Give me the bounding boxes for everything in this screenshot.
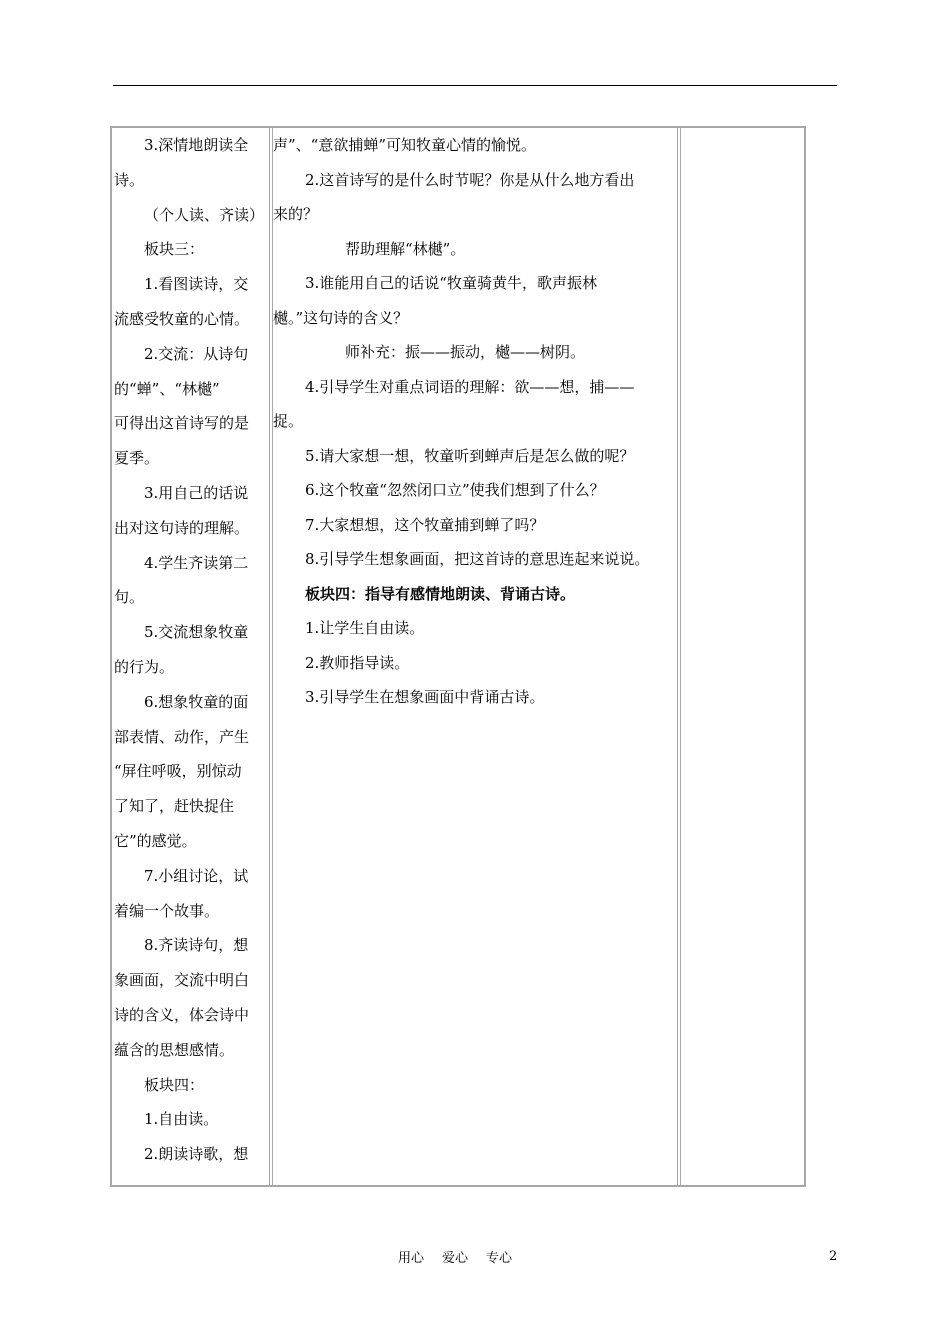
footer-item: 专心	[486, 1251, 513, 1266]
column-divider-right-b	[680, 128, 681, 1185]
student-activity-line: 3.深情地朗读全	[144, 136, 249, 154]
section-heading: 板块四：指导有感情地朗读、背诵古诗。	[305, 584, 576, 603]
student-activity-line: 1.看图读诗，交	[144, 275, 249, 294]
student-activity-line: 部表情、动作，产生	[114, 727, 250, 746]
teacher-activity-line: 声”、“意欲捕蝉”可知牧童心情的愉悦。	[273, 136, 537, 154]
student-activity-line: 蕴含的思想感情。	[114, 1040, 235, 1059]
student-activity-line: 出对这句诗的理解。	[114, 518, 250, 537]
student-activity-line: 3.用自己的话说	[144, 483, 249, 502]
student-activity-line: 板块四：	[144, 1075, 205, 1094]
teacher-activity-line: 师补充：振——振动，樾——树阴。	[345, 343, 586, 361]
teacher-activity-column	[273, 128, 678, 715]
student-activity-line: 象画面，交流中明白	[114, 971, 250, 990]
teacher-activity-line: 来的？	[273, 205, 319, 223]
header-rule	[113, 85, 837, 86]
student-activity-line: 7.小组讨论，试	[144, 866, 249, 885]
student-activity-line: 板块三：	[144, 240, 205, 259]
teacher-activity-line: 2.这首诗写的是什么时节呢？你是从什么地方看出	[305, 170, 635, 189]
teacher-activity-line: 捉。	[273, 412, 304, 430]
student-activity-line: 夏季。	[114, 449, 160, 468]
teacher-activity-line: 3.引导学生在想象画面中背诵古诗。	[305, 688, 545, 706]
student-activity-line: 可得出这首诗写的是	[114, 414, 250, 433]
teacher-activity-line: 1.让学生自由读。	[305, 619, 425, 637]
student-activity-line: 2.朗读诗歌，想	[144, 1145, 249, 1164]
student-activity-line: 6.想象牧童的面	[144, 692, 249, 711]
teacher-activity-line: 3.谁能用自己的话说“牧童骑黄牛，歌声振林	[305, 274, 597, 292]
teacher-activity-line: 7.大家想想，这个牧童捕到蝉了吗？	[305, 515, 545, 534]
student-activity-line: 的“蝉”、“林樾”	[114, 379, 220, 398]
student-activity-line: 流感受牧童的心情。	[114, 309, 250, 328]
student-activity-line: 2.交流：从诗句	[144, 344, 249, 363]
student-activity-line: 4.学生齐读第二	[144, 553, 249, 572]
teacher-activity-line: 6.这个牧童“忽然闭口立”使我们想到了什么？	[305, 481, 605, 499]
teacher-activity-line: 帮助理解“林樾”。	[345, 239, 466, 258]
teacher-activity-line: 2.教师指导读。	[305, 653, 410, 672]
student-activity-line: 了知了，赶快捉住	[114, 797, 235, 816]
student-activity-line: 着编一个故事。	[114, 901, 220, 920]
footer-motto	[398, 1247, 530, 1266]
student-activity-line: （个人读、齐读）	[144, 205, 265, 224]
teacher-activity-line: 樾。”这句诗的含义？	[273, 308, 409, 327]
student-activity-line: 1.自由读。	[144, 1110, 219, 1129]
student-activity-line: “屏住呼吸，别惊动	[114, 762, 242, 781]
student-activity-column	[114, 128, 269, 1172]
teacher-activity-line: 5.请大家想一想，牧童听到蝉声后是怎么做的呢？	[305, 446, 635, 465]
student-activity-line: 8.齐读诗句，想	[144, 936, 249, 955]
footer-item: 用心	[398, 1251, 425, 1266]
footer-item: 爱心	[442, 1251, 469, 1266]
teacher-activity-line: 4.引导学生对重点词语的理解：欲——想，捕——	[305, 377, 635, 396]
teacher-activity-line: 8.引导学生想象画面，把这首诗的意思连起来说说。	[305, 550, 650, 568]
student-activity-line: 诗的含义，体会诗中	[114, 1005, 250, 1024]
student-activity-line: 诗。	[114, 170, 145, 189]
page-number: 2	[829, 1249, 838, 1264]
column-divider-left-a	[269, 128, 270, 1185]
student-activity-line: 句。	[114, 588, 145, 607]
student-activity-line: 它”的感觉。	[114, 831, 197, 850]
lesson-table	[110, 126, 806, 1187]
student-activity-line: 5.交流想象牧童	[144, 623, 249, 642]
student-activity-line: 的行为。	[114, 657, 175, 676]
